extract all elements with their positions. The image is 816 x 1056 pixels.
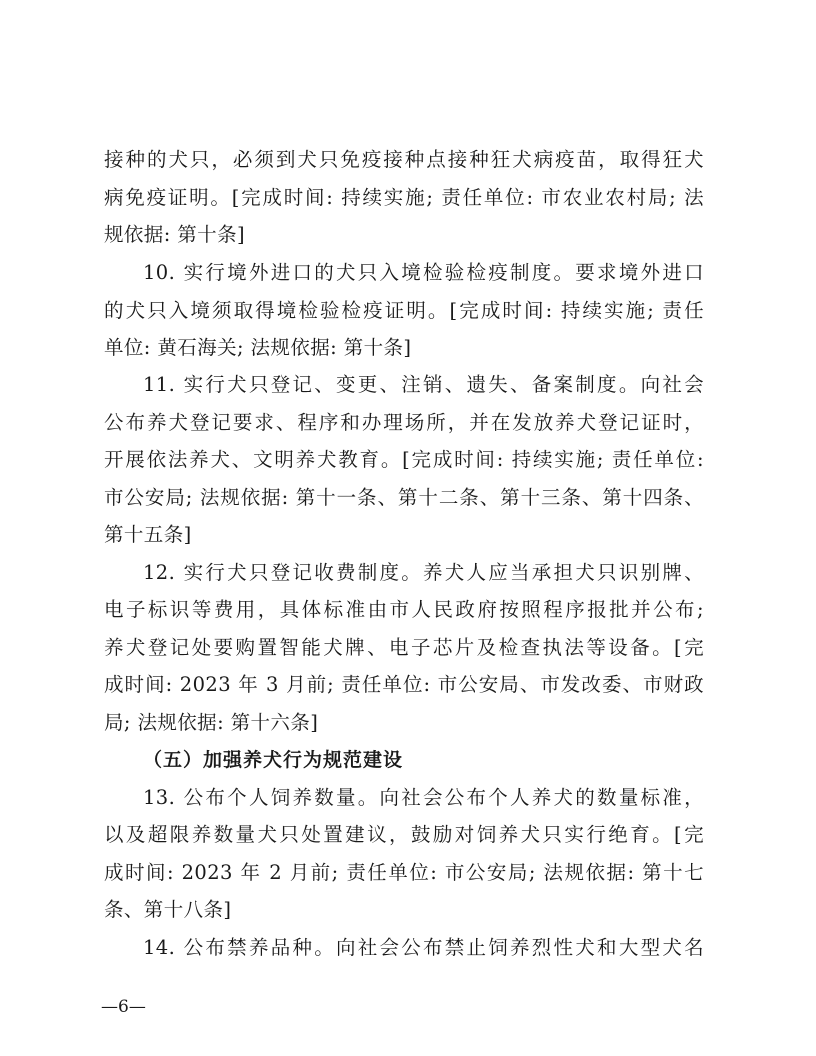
paragraph-line: 条、第十八条] [104, 898, 232, 921]
paragraph-line: 接种的犬只，必须到犬只免疫接种点接种狂犬病疫苗，取得狂犬 [104, 148, 704, 171]
item-13-line: 13. 公布个人饲养数量。向社会公布个人养犬的数量标准， [143, 786, 704, 809]
paragraph-line: 的犬只入境须取得境检验检疫证明。[完成时间: 持续实施; 责任 [104, 299, 704, 322]
item-12-line: 12. 实行犬只登记收费制度。养犬人应当承担犬只识别牌、 [143, 561, 704, 584]
paragraph-line: 单位: 黄石海关; 法规依据: 第十条] [104, 336, 412, 359]
paragraph-line: 电子标识等费用，具体标准由市人民政府按照程序报批并公布; [104, 598, 704, 621]
paragraph-line: 成时间: 2023 年 3 月前; 责任单位: 市公安局、市发改委、市财政 [104, 673, 704, 696]
item-14-line: 14. 公布禁养品种。向社会公布禁止饲养烈性犬和大型犬名 [143, 936, 704, 959]
paragraph-line: 开展依法养犬、文明养犬教育。[完成时间: 持续实施; 责任单位: [104, 448, 704, 471]
paragraph-line: 第十五条] [104, 523, 192, 546]
paragraph-line: 以及超限养数量犬只处置建议，鼓励对饲养犬只实行绝育。[完 [104, 823, 704, 846]
item-10-line: 10. 实行境外进口的犬只入境检验检疫制度。要求境外进口 [143, 261, 704, 284]
paragraph-line: 公布养犬登记要求、程序和办理场所，并在发放养犬登记证时， [104, 411, 704, 434]
page-number: —6— [101, 997, 146, 1017]
paragraph-line: 市公安局; 法规依据: 第十一条、第十二条、第十三条、第十四条、 [104, 486, 704, 509]
section-heading: （五）加强养犬行为规范建设 [143, 749, 404, 771]
item-11-line: 11. 实行犬只登记、变更、注销、遗失、备案制度。向社会 [143, 373, 704, 396]
paragraph-line: 病免疫证明。[完成时间: 持续实施; 责任单位: 市农业农村局; 法 [104, 186, 704, 209]
paragraph-line: 局; 法规依据: 第十六条] [104, 711, 319, 734]
paragraph-line: 成时间: 2023 年 2 月前; 责任单位: 市公安局; 法规依据: 第十七 [104, 861, 704, 884]
paragraph-line: 规依据: 第十条] [104, 223, 245, 246]
paragraph-line: 养犬登记处要购置智能犬牌、电子芯片及检查执法等设备。[完 [104, 636, 704, 659]
